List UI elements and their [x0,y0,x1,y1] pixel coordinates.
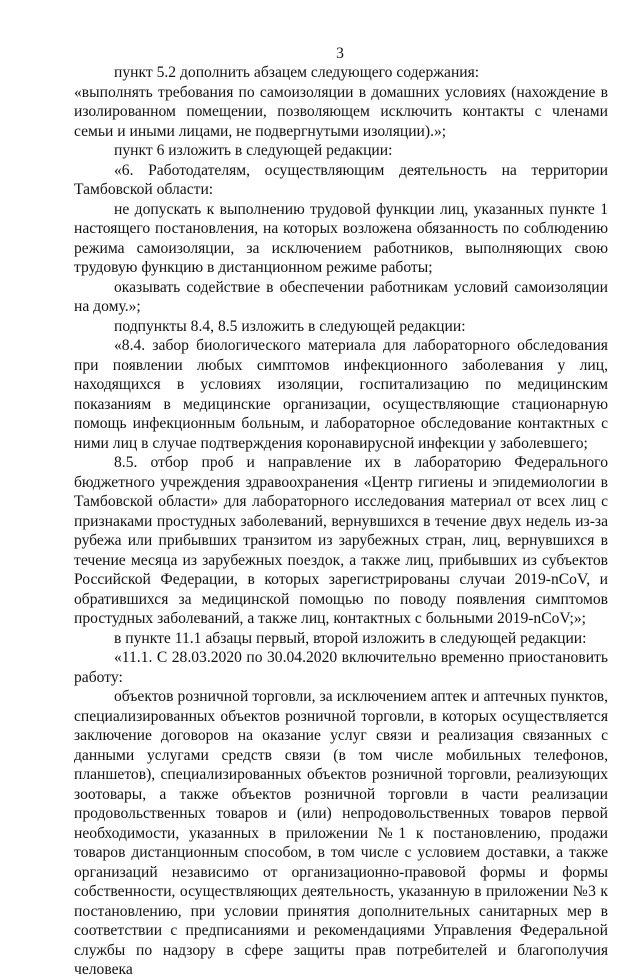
paragraph-11-1: «11.1. С 28.03.2020 по 30.04.2020 включительно временно приостановить работу: [74,649,608,686]
paragraph-assist-employees: оказывать содействие в обеспечении работникам условий самоизоляции на дому.»; [74,278,608,315]
paragraph-8-5: 8.5. отбор проб и направление их в лабораторию Федерального бюджетного учреждения здравоохранения «Центр гигиены и эпидемиологии в Тамбовской области» для лабораторного исследования материал от всех лиц с признаками простудных заболеваний, вернувшихся в течение двух недель из-за рубежа или прибывших транзитом из зарубежных стран, лиц, вернувшихся в течение месяца из зарубежных поездок, а также лиц, прибывших из субъектов Российской Федерации, в которых зарегистрированы случаи 2019-nCoV, и обратившихся за медицинской помощью по поводу появления симптомов простудных заболеваний, а также лиц, контактных с больными 2019-nCoV;»; [74,454,608,627]
paragraph-no-admission: не допускать к выполнению трудовой функции лиц, указанных пункте 1 настоящего постановления, на которых возложена обязанность по соблюдению режима самоизоляции, за исключением работников, выполняющих свою трудовую функцию в дистанционном режиме работы; [74,200,608,276]
paragraph-retail-objects: объектов розничной торговли, за исключением аптек и аптечных пунктов, специализированных объектов розничной торговли, в которых осуществляется заключение договоров на оказание услуг связи и реализация связанных с данными услугами средств связи (в том числе мобильных телефонов, планшетов), специализированных объектов розничной торговли, реализующих зоотовары, а также объектов розничной торговли в части реализации продовольственных товаров и (или) непродовольственных товаров первой необходимости, указанных в приложении №1 к постановлению, продажи товаров дистанционным способом, в том числе с условием доставки, а также организаций независимо от организационно-правовой формы и формы собственности, осуществляющих деятельность, указанную в приложении №3 к постановлению, при условии принятия дополнительных санитарных мер в соответствии с предписаниями и рекомендациями Управления Федеральной службы по надзору в сфере защиты прав потребителей и благополучия человека [74,688,608,978]
page-number: 3 [336,45,344,62]
paragraph-amend-8-4-8-5: подпункты 8.4, 8.5 изложить в следующей редакции: [114,317,466,335]
paragraph-self-isolation-requirement: «выполнять требования по самоизоляции в домашних условиях (нахождение в изолированном помещении, позволяющем исключить контакты с членами семьи и иными лицами, не подвергнутыми изоляции).»; [74,83,608,140]
document-body [74,63,608,980]
paragraph-amend-6: пункт 6 изложить в следующей редакции: [114,142,393,159]
paragraph-employers: «6. Работодателям, осуществляющим деятельность на территории Тамбовской области: [74,161,608,198]
paragraph-8-4: «8.4. забор биологического материала для лабораторного обследования при появлении любых симптомов инфекционного заболевания у лиц, находящихся в условиях изоляции, госпитализацию по медицинским показаниям в медицинские организации, осуществляющие стационарную помощь инфекционным больным, и лабораторное обследование контактных с ними лиц в случае подтверждения коронавирусной инфекции у заболевшего; [74,337,608,452]
paragraph-amend-11-1: в пункте 11.1 абзацы первый, второй изложить в следующей редакции: [114,629,587,647]
paragraph-amend-5-2: пункт 5.2 дополнить абзацем следующего содержания: [114,64,480,81]
